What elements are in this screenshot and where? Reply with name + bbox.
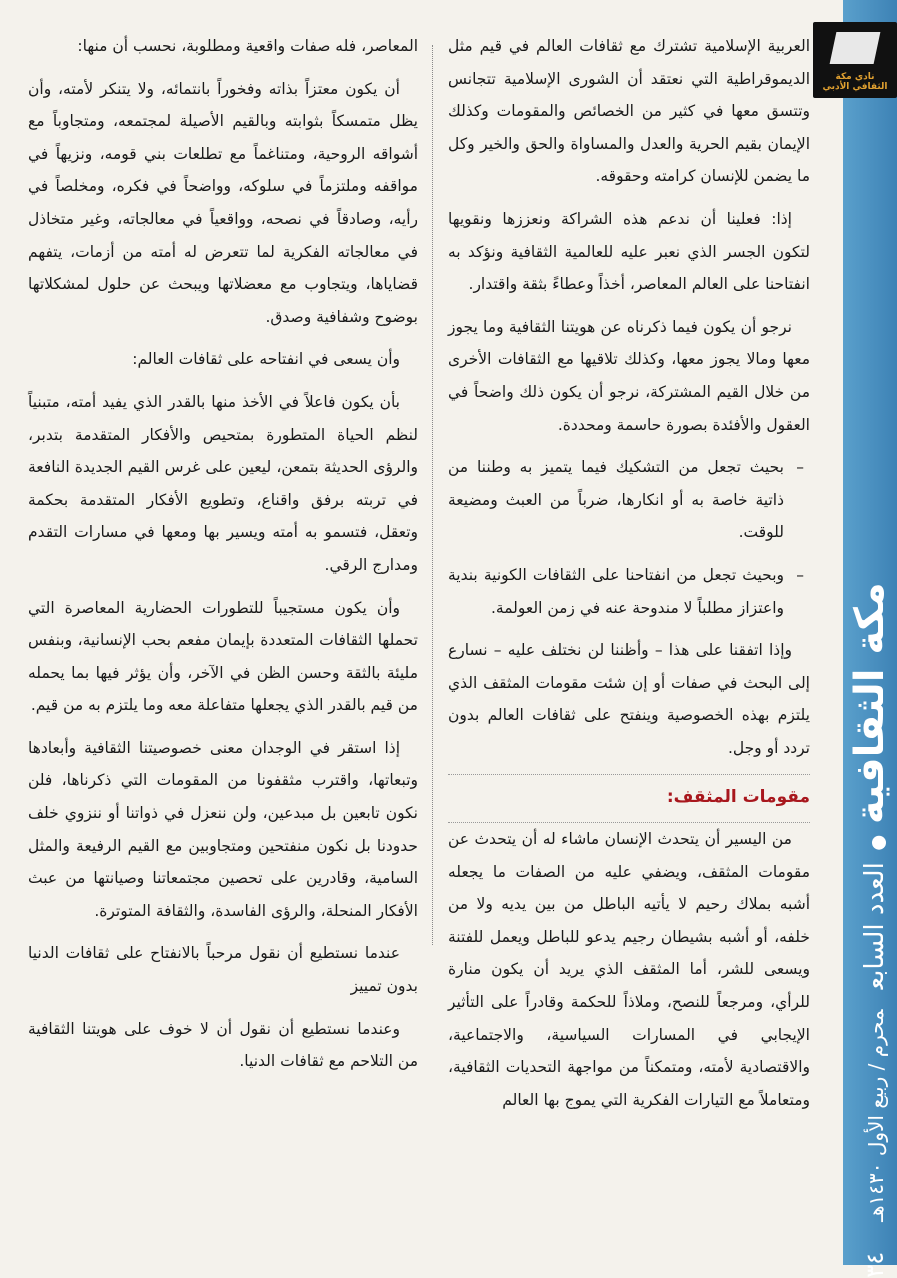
paragraph: وإذا اتفقنا على هذا – وأظننا لن نختلف عليه – نسارع إلى البحث في صفات أو إن شئت مقومات المثقف الذي يلتزم بهذه الخصوصية وينفتح على ثقافات العالم بدون تردد أو وجل. <box>448 641 810 757</box>
magazine-title: مكة الثقافية <box>847 582 893 825</box>
bullet-dot-icon <box>872 836 886 850</box>
paragraph: وعندما نستطيع أن نقول أن لا خوف على هويتنا الثقافية من التلاحم مع ثقافات الدنيا. <box>28 1019 418 1071</box>
paragraph: نرجو أن يكون فيما ذكرناه عن هويتنا الثقافية وما يجوز معها ومالا يجوز معها، وكذلك تلاقيها مع الثقافات الأخرى من خلال القيم المشتركة، نرجو أن يكون ذلك واضحاً في العقول والأفئدة بصورة حاسمة ومحددة. <box>448 317 810 434</box>
right-column <box>448 30 810 1126</box>
vertical-masthead <box>843 582 897 1278</box>
masthead-text <box>847 582 893 1277</box>
section-divider <box>448 774 810 775</box>
issue-label: العدد السابع <box>860 862 890 990</box>
logo-text: نادي مكة الثقافي الأدبي <box>822 72 888 92</box>
paragraph: وأن يسعى في انفتاحه على ثقافات العالم: <box>132 350 400 369</box>
magazine-logo <box>813 22 897 98</box>
paragraph: عندما نستطيع أن نقول مرحباً بالانفتاح على ثقافات الدنيا بدون تمييز <box>28 944 418 996</box>
paragraph: أن يكون معتزاً بذاته وفخوراً بانتمائه، ولا يتنكر لأمته، وأن يظل متمسكاً بثوابته وبالقيم الأصيلة لمجتمعه، ومتجاوباً مع أشواقه الروحية، ومتناغماً مع تطلعات بني قومه، ونزيهاً في مواقفه وملتزماً في سلوكه، وواضحاً في فكره، ومخلصاً في رأيه، وصادقاً في نصحه، وواقعياً في معالجاته، وغير متخاذل في معالجاته الفكرية لما تتعرض له أمته من أزمات، يتفهم قضاياها، ويتجاوب مع معضلاتها ويبحث عن حلول لمشكلاتها بوضوح وشفافية وصدق. <box>28 79 418 326</box>
paragraph: إذا استقر في الوجدان معنى خصوصيتنا الثقافية وأبعادها وتبعاتها، واقترب مثقفونا من المقومات التي ذكرناها، فلن نكون تابعين بل مبدعين، ولن ننعزل في ذواتنا أو ننزوي خلف حدودنا بل نكون منفتحين ومتجاوبين مع القيم الرفيعة والمثل السامية، وقادرين على تحصين مجتمعاتنا وصيانتها من عبث الأفكار المنحلة، والرؤى الفاسدة، والثقافة المتوترة. <box>28 738 418 920</box>
paragraph: إذا: فعلينا أن ندعم هذه الشراكة ونعززها ونقويها لتكون الجسر الذي نعبر عليه للعالمية الثقافية ونؤكد به انفتاحنا على العالم المعاصر، أخذاً وعطاءً بثقة واقتدار. <box>448 209 810 294</box>
bullet-item: – بحيث تجعل من التشكيك فيما يتميز به وطننا من ذاتية خاصة به أو انكارها، ضرباً من العبث ومضيعة للوقت. <box>448 451 810 549</box>
logo-emblem-icon <box>830 32 881 64</box>
column-divider <box>432 45 433 945</box>
page-number: ٣٤ <box>861 1251 889 1278</box>
bullet-item: – وبحيث تجعل من انفتاحنا على الثقافات الكونية بندية واعتزاز مطلباً لا مندوحة عنه في زمن العولمة. <box>448 559 810 624</box>
paragraph: بأن يكون فاعلاً في الأخذ منها بالقدر الذي يفيد أمته، متبنياً لنظم الحياة المتطورة بمتحيص والأفكار المتقدمة بتدبر، والرؤى الحديثة بتمعن، ليعين على غرس القيم الجديدة النافعة في تربته برفق واقناع، وتطويع الأفكار المتقدمة بحكمة وتعقل، فتسمو به أمته ويسير بها ومعها في مسارات التقدم ومدارج الرقي. <box>28 392 418 574</box>
paragraph: وأن يكون مستجيباً للتطورات الحضارية المعاصرة التي تحملها الثقافات المتعددة بإيمان مفعم بحب الإنسانية، وبنفس مليئة بالثقة وحسن الظن في الآخر، وأن يؤثر فيها بما يحمله من قيم بالقدر الذي يجعلها متفاعلة معه وما يلتزم به من قيم. <box>28 598 418 715</box>
issue-date: محرم / ربيع الأول ١٤٣٠هـ <box>864 1009 888 1222</box>
left-column <box>28 30 418 1088</box>
paragraph: العربية الإسلامية تشترك مع ثقافات العالم في قيم مثل الديموقراطية التي نعتقد أن الشورى الإسلامية تتجانس وتتسق معها في كثير من الخصائص والمقومات وكذلك الإيمان بقيم الحرية والعدل والمساواة والحق والخير وكل ما يضمن للإنسان كرامته وحقوقه. <box>448 37 810 186</box>
paragraph: المعاصر، فله صفات واقعية ومطلوبة، نحسب أن منها: <box>77 37 418 55</box>
section-heading: مقومات المثقف: <box>666 787 810 808</box>
paragraph: من اليسير أن يتحدث الإنسان ماشاء له أن يتحدث عن مقومات المثقف، ويضفي عليه من الصفات ما يجعله أشبه بملاك رحيم لا يأتيه الباطل من بين يديه ولا من خلفه، أو أشبه بشيطان رجيم يدعو للباطل ويعمل للفتنة ويسعى للشر، أما المثقف الذي يريد أن يكون منارة للرأي، ومرجعاً للنصح، وملاذاً للحكمة وقادراً على التأثير الإيجابي في المسارات السياسية، والاجتماعية، والاقتصادية لأمته، ومتمكناً من مواجهة التحديات الثقافية، ومتعاملاً مع التيارات الفكرية التي يموج بها العالم <box>448 830 810 1109</box>
